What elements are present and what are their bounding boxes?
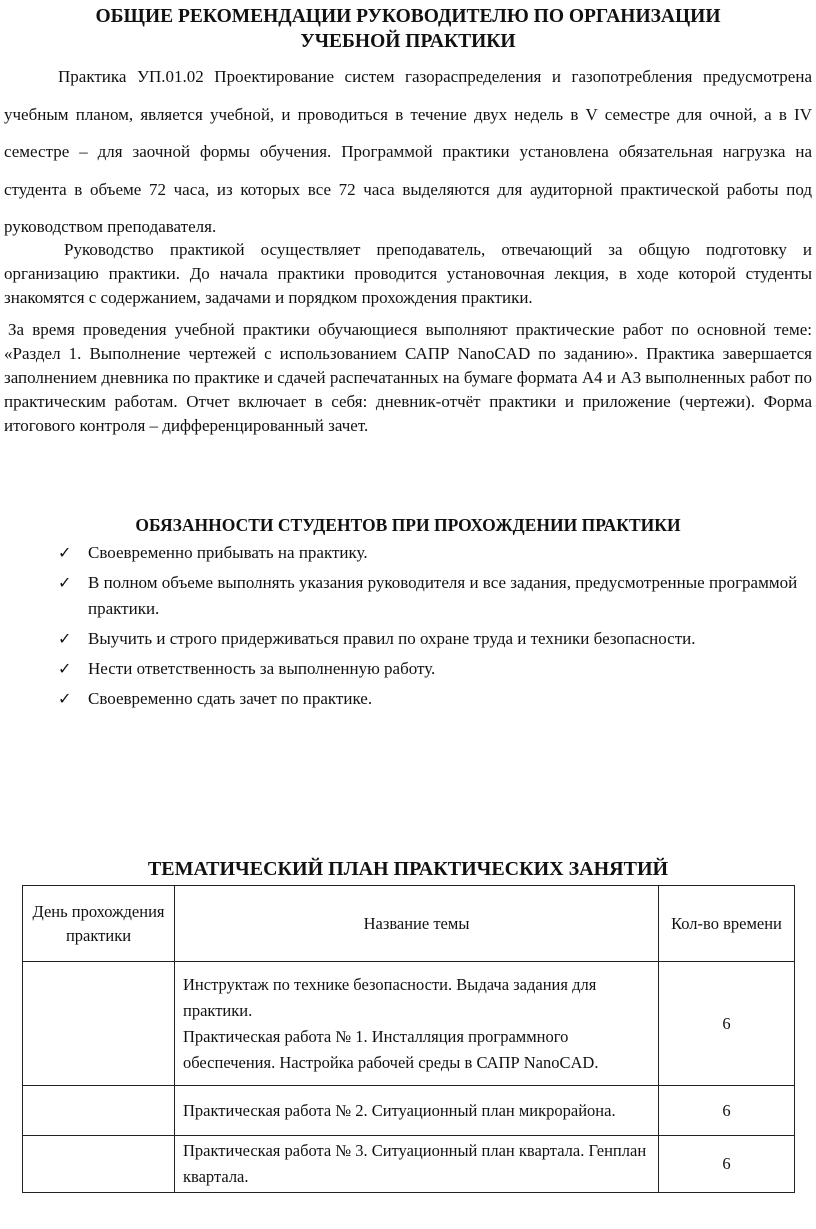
table-cell-hours: 6: [659, 1086, 795, 1136]
document-title-line-1: ОБЩИЕ РЕКОМЕНДАЦИИ РУКОВОДИТЕЛЮ ПО ОРГАНИЗАЦИИ: [95, 6, 721, 27]
topic-line: Практическая работа № 1. Инсталляция программного обеспечения. Настройка рабочей среды в САПР NanoCAD.: [183, 1026, 599, 1072]
duty-item-text: Выучить и строго придерживаться правил по охране труда и техники безопасности.: [88, 629, 696, 648]
checkmark-icon: ✓: [58, 689, 72, 708]
document-title: [30, 4, 786, 54]
table-header-row: [23, 886, 795, 962]
paragraph-practice-overview: Практика УП.01.02 Проектирование систем газораспределения и газопотребления предусмотрена учебным планом, является учебной, и проводиться в течение двух недель в V семестре для очной, а в IV семестре – для заочной формы обучения. Программой практики установлена обязательная нагрузка на студента в объеме 72 часа, из которых все 72 часа выделяются для аудиторной практической работы под руководством преподавателя.: [4, 67, 812, 236]
duty-item-text: Своевременно прибывать на практику.: [88, 543, 368, 562]
table-cell-topic: [175, 1136, 659, 1193]
duty-item: [58, 626, 810, 652]
paragraph-practice-content: За время проведения учебной практики обучающиеся выполняют практические работ по основной теме: «Раздел 1. Выполнение чертежей с использованием САПР NanoCAD по заданию». Практика завершается заполнением дневника по практике и сдачей распечатанных на бумаге формата А4 и А3 выполненных работ по практическим работам. Отчет включает в себя: дневник-отчёт практики и приложение (чертежи). Форма итогового контроля – дифференцированный зачет.: [4, 320, 812, 435]
table-cell-day: [23, 1086, 175, 1136]
checkmark-icon: ✓: [58, 659, 72, 678]
table-cell-day: [23, 962, 175, 1086]
table-row: [23, 962, 795, 1086]
table-cell-hours: 6: [659, 962, 795, 1086]
duties-heading: ОБЯЗАННОСТИ СТУДЕНТОВ ПРИ ПРОХОЖДЕНИИ ПРАКТИКИ: [135, 515, 681, 535]
duty-item: [58, 686, 810, 712]
table-cell-topic: [175, 962, 659, 1086]
column-header-topic: Название темы: [175, 886, 659, 962]
topic-line: Инструктаж по технике безопасности. Выдача задания для практики.: [183, 974, 597, 1020]
plan-heading: ТЕМАТИЧЕСКИЙ ПЛАН ПРАКТИЧЕСКИХ ЗАНЯТИЙ: [147, 858, 669, 880]
duty-item-text: Своевременно сдать зачет по практике.: [88, 689, 373, 708]
table-cell-hours: 6: [659, 1136, 795, 1193]
topic-line: Практическая работа № 2. Ситуационный план микрорайона.: [183, 1100, 616, 1120]
duty-item-text: Нести ответственность за выполненную работу.: [88, 659, 436, 678]
checkmark-icon: ✓: [58, 543, 72, 562]
thematic-plan-table: [22, 885, 795, 1193]
duty-item: [58, 570, 810, 622]
paragraph-practice-guidance: Руководство практикой осуществляет преподаватель, отвечающий за общую подготовку и организацию практики. До начала практики проводится установочная лекция, в ходе которой студенты знакомятся с содержанием, задачами и порядком прохождения практики.: [4, 240, 812, 307]
document-title-line-2: УЧЕБНОЙ ПРАКТИКИ: [300, 31, 516, 52]
duties-list: [58, 540, 810, 716]
column-header-hours: Кол-во времени: [659, 886, 795, 962]
topic-line: Практическая работа № 3. Ситуационный план квартала. Генплан квартала.: [183, 1141, 647, 1186]
table-row: [23, 1136, 795, 1193]
column-header-day: День прохождения практики: [23, 886, 175, 962]
checkmark-icon: ✓: [58, 573, 72, 592]
duty-item: [58, 656, 810, 682]
table-cell-day: [23, 1136, 175, 1193]
duty-item-text: В полном объеме выполнять указания руководителя и все задания, предусмотренные программой практики.: [88, 573, 798, 618]
checkmark-icon: ✓: [58, 629, 72, 648]
table-row: [23, 1086, 795, 1136]
duty-item: [58, 540, 810, 566]
table-cell-topic: [175, 1086, 659, 1136]
